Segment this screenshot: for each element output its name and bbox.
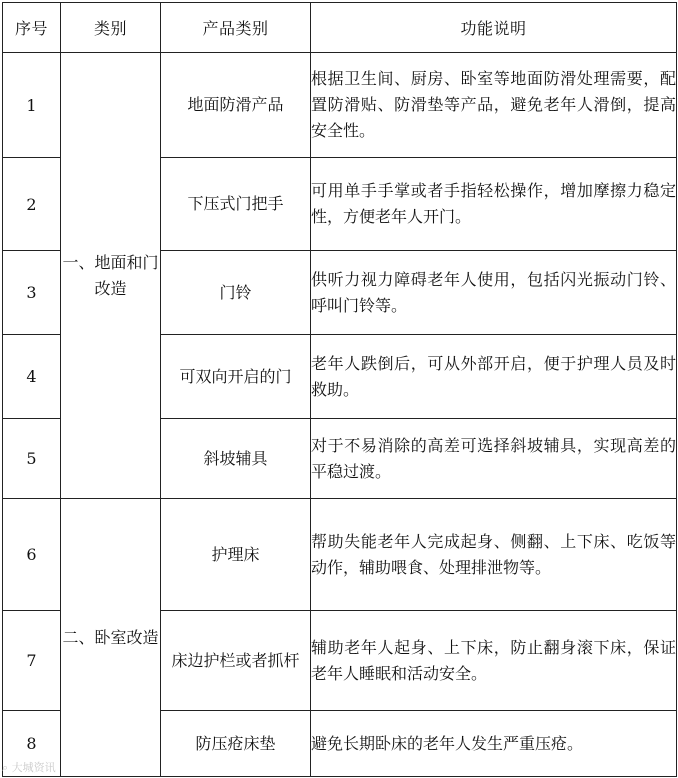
function-description: 帮助失能老年人完成起身、侧翻、上下床、吃饭等动作，辅助喂食、处理排泄物等。: [311, 499, 677, 611]
row-number: 8: [3, 711, 61, 777]
product-table: [2, 2, 677, 777]
function-description: 辅助老年人起身、上下床，防止翻身滚下床，保证老年人睡眠和活动安全。: [311, 611, 677, 711]
header-function: 功能说明: [311, 3, 677, 53]
product-name: 下压式门把手: [161, 158, 311, 251]
row-number: 1: [3, 53, 61, 158]
row-number: 7: [3, 611, 61, 711]
header-seq: 序号: [3, 3, 61, 53]
row-number: 4: [3, 335, 61, 419]
row-number: 5: [3, 419, 61, 499]
function-description: 可用单手手掌或者手指轻松操作，增加摩擦力稳定性，方便老年人开门。: [311, 158, 677, 251]
product-name: 护理床: [161, 499, 311, 611]
function-description: 对于不易消除的高差可选择斜坡辅具，实现高差的平稳过渡。: [311, 419, 677, 499]
function-description: 供听力视力障碍老年人使用，包括闪光振动门铃、呼叫门铃等。: [311, 251, 677, 335]
header-row: [3, 3, 677, 53]
function-description: 根据卫生间、厨房、卧室等地面防滑处理需要，配置防滑贴、防滑垫等产品，避免老年人滑倒，提高安全性。: [311, 53, 677, 158]
table-row: [3, 499, 677, 611]
row-number: 6: [3, 499, 61, 611]
watermark-logo-icon: ⌕: [2, 761, 9, 774]
function-description: 老年人跌倒后，可从外部开启，便于护理人员及时救助。: [311, 335, 677, 419]
product-name: 防压疮床垫: [161, 711, 311, 777]
product-name: 可双向开启的门: [161, 335, 311, 419]
category-bedroom: 二、卧室改造: [61, 499, 161, 777]
watermark-text: 大城资讯: [11, 761, 56, 774]
row-number: 2: [3, 158, 61, 251]
product-name: 地面防滑产品: [161, 53, 311, 158]
table-row: [3, 53, 677, 158]
header-product: 产品类别: [161, 3, 311, 53]
header-category: 类别: [61, 3, 161, 53]
product-name: 门铃: [161, 251, 311, 335]
product-name: 床边护栏或者抓杆: [161, 611, 311, 711]
function-description: 避免长期卧床的老年人发生严重压疮。: [311, 711, 677, 777]
category-floor-door: 一、地面和门改造: [61, 53, 161, 499]
row-number: 3: [3, 251, 61, 335]
product-name: 斜坡辅具: [161, 419, 311, 499]
